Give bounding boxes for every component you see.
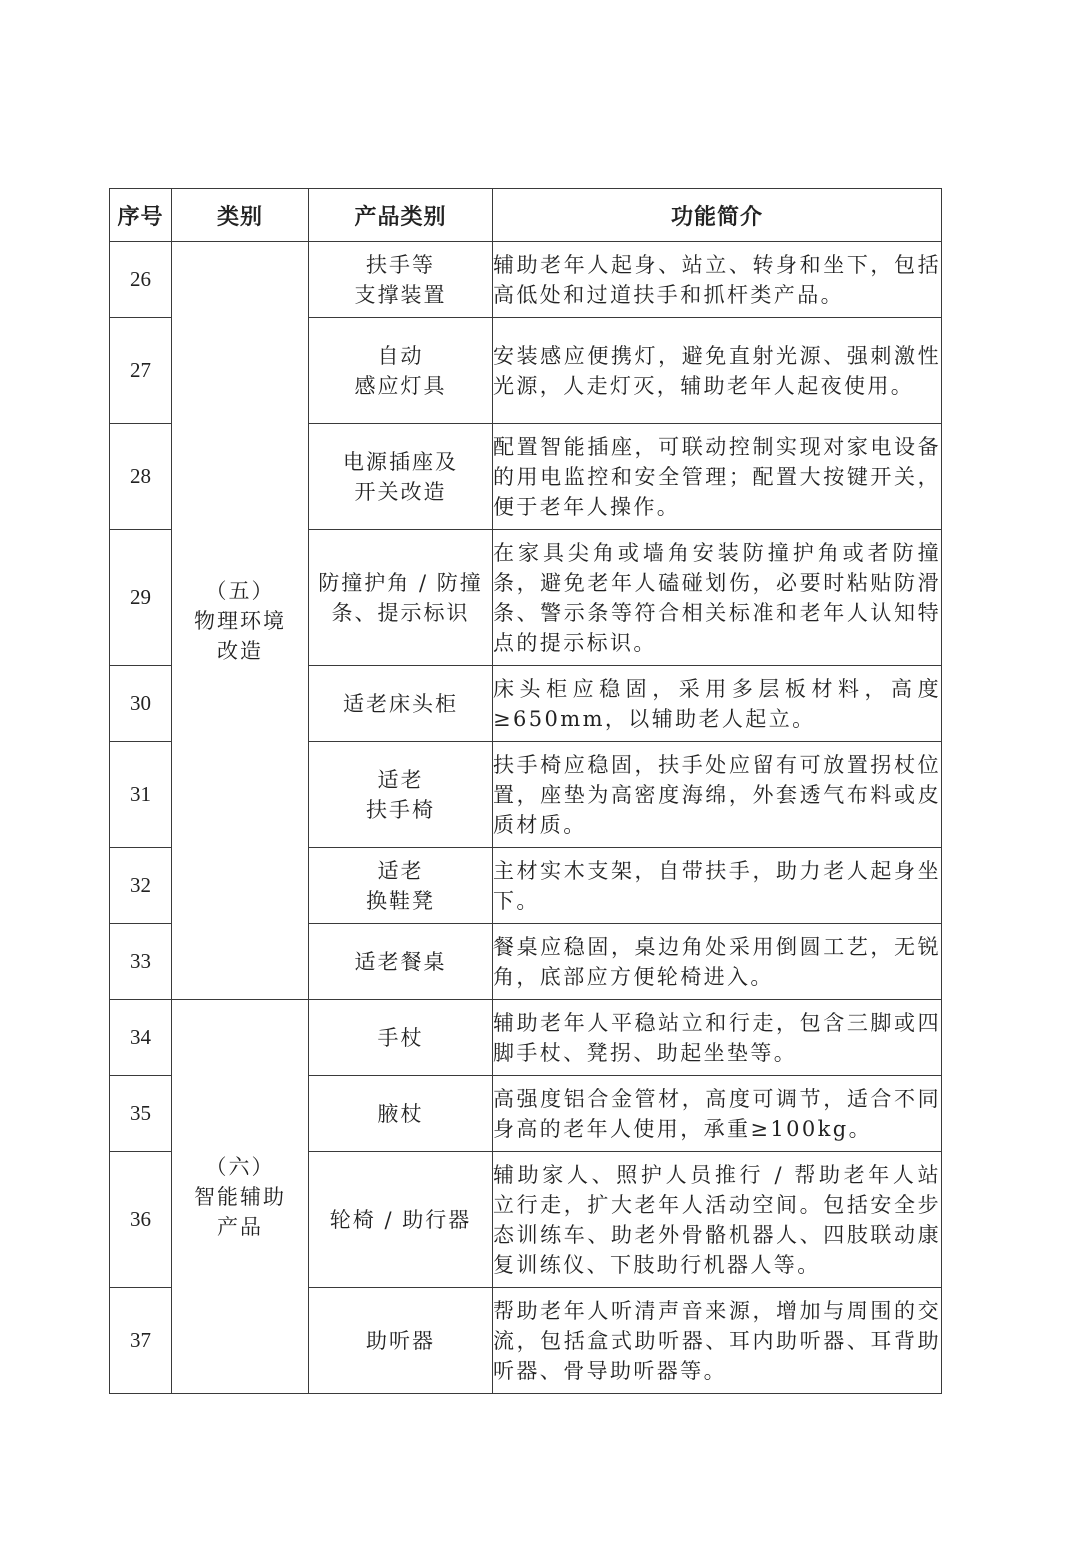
row-number: 34 <box>110 1000 172 1076</box>
header-product: 产品类别 <box>309 189 493 242</box>
category-group-6 <box>172 1000 309 1394</box>
table-row <box>110 242 942 318</box>
category-group-5-line2: 物理环境 <box>194 608 286 633</box>
row-number: 30 <box>110 666 172 742</box>
table-row <box>110 1000 942 1076</box>
row-number: 32 <box>110 848 172 924</box>
product-name: 防撞护角 / 防撞 条、提示标识 <box>309 530 493 666</box>
function-description: 帮助老年人听清声音来源，增加与周围的交流，包括盒式助听器、耳内助听器、耳背助听器、骨导助听器等。 <box>493 1288 942 1394</box>
product-name: 适老 扶手椅 <box>309 742 493 848</box>
product-table <box>109 188 942 1394</box>
function-description: 配置智能插座，可联动控制实现对家电设备的用电监控和安全管理；配置大按键开关，便于老年人操作。 <box>493 424 942 530</box>
category-group-5-line3: 改造 <box>217 638 263 663</box>
function-description: 辅助老年人起身、站立、转身和坐下，包括高低处和过道扶手和抓杆类产品。 <box>493 242 942 318</box>
row-number: 31 <box>110 742 172 848</box>
product-name: 适老床头柜 <box>309 666 493 742</box>
header-row <box>110 189 942 242</box>
category-group-5-line1: （五） <box>205 578 275 603</box>
row-number: 27 <box>110 318 172 424</box>
row-number: 28 <box>110 424 172 530</box>
category-group-5 <box>172 242 309 1000</box>
row-number: 36 <box>110 1152 172 1288</box>
row-number: 26 <box>110 242 172 318</box>
function-description: 主材实木支架，自带扶手，助力老人起身坐下。 <box>493 848 942 924</box>
function-description: 在家具尖角或墙角安装防撞护角或者防撞条，避免老年人磕碰划伤，必要时粘贴防滑条、警示条等符合相关标准和老年人认知特点的提示标识。 <box>493 530 942 666</box>
category-group-6-line1: （六） <box>205 1154 275 1179</box>
product-name: 适老 换鞋凳 <box>309 848 493 924</box>
product-name: 自动 感应灯具 <box>309 318 493 424</box>
function-description: 辅助老年人平稳站立和行走，包含三脚或四脚手杖、凳拐、助起坐垫等。 <box>493 1000 942 1076</box>
function-description: 床头柜应稳固，采用多层板材料，高度≥650mm，以辅助老人起立。 <box>493 666 942 742</box>
product-name: 手杖 <box>309 1000 493 1076</box>
row-number: 33 <box>110 924 172 1000</box>
category-group-6-line2: 智能辅助 <box>194 1184 286 1209</box>
function-description: 辅助家人、照护人员推行 / 帮助老年人站立行走，扩大老年人活动空间。包括安全步态训练车、助老外骨骼机器人、四肢联动康复训练仪、下肢助行机器人等。 <box>493 1152 942 1288</box>
header-category: 类别 <box>172 189 309 242</box>
function-description: 高强度铝合金管材，高度可调节，适合不同身高的老年人使用，承重≥100kg。 <box>493 1076 942 1152</box>
function-description: 安装感应便携灯，避免直射光源、强刺激性光源，人走灯灭，辅助老年人起夜使用。 <box>493 318 942 424</box>
header-seq: 序号 <box>110 189 172 242</box>
row-number: 35 <box>110 1076 172 1152</box>
category-group-6-line3: 产品 <box>217 1214 263 1239</box>
product-name: 轮椅 / 助行器 <box>309 1152 493 1288</box>
header-desc: 功能简介 <box>493 189 942 242</box>
row-number: 37 <box>110 1288 172 1394</box>
product-name: 电源插座及 开关改造 <box>309 424 493 530</box>
product-name: 扶手等 支撑装置 <box>309 242 493 318</box>
function-description: 扶手椅应稳固，扶手处应留有可放置拐杖位置，座垫为高密度海绵，外套透气布料或皮质材质。 <box>493 742 942 848</box>
product-name: 助听器 <box>309 1288 493 1394</box>
function-description: 餐桌应稳固，桌边角处采用倒圆工艺，无锐角，底部应方便轮椅进入。 <box>493 924 942 1000</box>
product-name: 适老餐桌 <box>309 924 493 1000</box>
product-name: 腋杖 <box>309 1076 493 1152</box>
row-number: 29 <box>110 530 172 666</box>
